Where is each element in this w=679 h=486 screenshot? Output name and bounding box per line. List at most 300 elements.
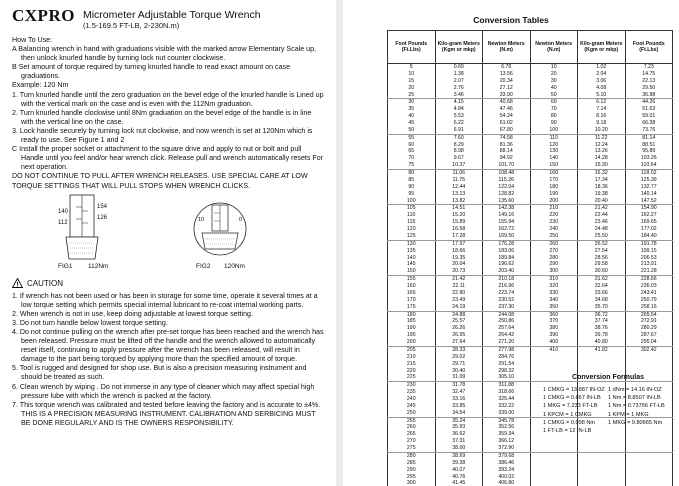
table-cell: 165 xyxy=(388,290,436,297)
table-cell: 6.22 xyxy=(435,120,483,127)
table-cell: 130 xyxy=(388,240,436,247)
table-cell xyxy=(530,460,578,467)
table-cell: 29.58 xyxy=(578,261,626,268)
table-cell: 170 xyxy=(530,177,578,184)
table-cell: 40 xyxy=(388,113,436,120)
table-cell xyxy=(625,480,673,486)
how-to-use-heading: How To Use: xyxy=(12,36,53,44)
table-cell: 244.08 xyxy=(483,311,531,318)
table-cell: 81.36 xyxy=(483,142,531,149)
table-cell: 7.14 xyxy=(578,106,626,113)
table-cell xyxy=(530,452,578,459)
pull-warning: DO NOT CONTINUE TO PULL AFTER WRENCH RELEASES. USE SPECIAL CARE AT LOW TORQUE SETTINGS THAT WILL PULL STOPS WHEN WRENCH CLICKS. xyxy=(12,172,308,190)
table-cell: 13.82 xyxy=(435,198,483,205)
table-cell: 255 xyxy=(388,417,436,424)
table-cell: 103.26 xyxy=(625,155,673,162)
table-cell: 345.78 xyxy=(483,417,531,424)
table-cell: 180 xyxy=(388,311,436,318)
formula-line: 1 CMKG = 0.098 Nm xyxy=(543,419,596,426)
table-cell: 85 xyxy=(388,177,436,184)
table-cell: 180 xyxy=(530,184,578,191)
table-cell: 190 xyxy=(530,191,578,198)
table-cell: 4.84 xyxy=(435,106,483,113)
table-cell: 221.28 xyxy=(625,268,673,275)
table-cell: 250.79 xyxy=(625,297,673,304)
table-cell xyxy=(578,452,626,459)
table-cell: 6.12 xyxy=(578,99,626,106)
table-cell: 189.84 xyxy=(483,255,531,262)
table-cell: 225 xyxy=(388,374,436,381)
table-cell: 33.66 xyxy=(578,290,626,297)
table-cell: 122.04 xyxy=(483,184,531,191)
table-cell xyxy=(578,460,626,467)
table-cell: 115 xyxy=(388,219,436,226)
table-cell: 75 xyxy=(388,162,436,169)
table-cell: 101.70 xyxy=(483,162,531,169)
table-cell xyxy=(625,445,673,452)
table-cell: 140.14 xyxy=(625,191,673,198)
table-cell: 393.24 xyxy=(483,467,531,474)
table-cell xyxy=(625,467,673,474)
table-row xyxy=(388,452,673,459)
table-cell: 310 xyxy=(530,276,578,283)
table-cell: 10 xyxy=(388,71,436,78)
manual-title: Micrometer Adjustable Torque Wrench xyxy=(82,9,261,21)
table-cell: 41.82 xyxy=(578,346,626,353)
table-row xyxy=(388,177,673,184)
table-cell: 155.94 xyxy=(483,219,531,226)
table-cell: 379.68 xyxy=(483,452,531,459)
table-cell: 360 xyxy=(530,311,578,318)
table-cell: 34.68 xyxy=(578,297,626,304)
table-cell: 140 xyxy=(388,255,436,262)
table-cell: 285 xyxy=(388,460,436,467)
table-row xyxy=(388,240,673,247)
table-row xyxy=(388,148,673,155)
table-cell: 200 xyxy=(388,339,436,346)
formula-line: 1 CMKG = 0.867 IN-LB xyxy=(543,395,601,402)
table-cell: 33.85 xyxy=(435,403,483,410)
table-cell xyxy=(625,361,673,368)
table-cell: 295.04 xyxy=(625,339,673,346)
table-cell: 44.26 xyxy=(625,99,673,106)
table-cell: 18.36 xyxy=(578,184,626,191)
table-cell: 264.42 xyxy=(483,332,531,339)
table-cell xyxy=(625,474,673,481)
table-cell: 125 xyxy=(388,233,436,240)
table-cell: 36.88 xyxy=(625,92,673,99)
table-cell: 275 xyxy=(388,445,436,452)
table-cell xyxy=(578,361,626,368)
table-cell: 284.76 xyxy=(483,354,531,361)
table-cell: 10.37 xyxy=(435,162,483,169)
table-cell: 59.01 xyxy=(625,113,673,120)
table-cell: 31.62 xyxy=(578,276,626,283)
table-cell: 23.49 xyxy=(435,297,483,304)
table-cell: 3.06 xyxy=(578,78,626,85)
table-cell: 17.97 xyxy=(435,240,483,247)
table-cell: 35.24 xyxy=(435,417,483,424)
formula-line: 1 Nm = 8.8507 IN-LB xyxy=(608,395,661,402)
table-cell: 410 xyxy=(530,346,578,353)
table-cell: 66.38 xyxy=(625,120,673,127)
table-cell: 29.50 xyxy=(625,85,673,92)
table-cell: 14.28 xyxy=(578,155,626,162)
fig2-value: 120Nm xyxy=(224,262,245,270)
table-cell: 40.07 xyxy=(435,467,483,474)
table-cell: 33.16 xyxy=(435,396,483,403)
table-cell: 0.69 xyxy=(435,64,483,71)
table-cell: 16.32 xyxy=(578,170,626,177)
table-cell: 265.54 xyxy=(625,311,673,318)
caution-item: 5. Tool is rugged and designed for shop use. But is also a precision measuring instrument and should be treated as such. xyxy=(12,364,307,382)
step-3: 3. Lock handle securely by turning lock nut clockwise, and now wrench is set at 120Nm which is ready to use. See Figure 1 and 2 xyxy=(12,126,313,145)
table-cell: 27.12 xyxy=(483,85,531,92)
table-cell: 20 xyxy=(388,85,436,92)
table-cell: 277.98 xyxy=(483,346,531,353)
table-cell: 37.31 xyxy=(435,438,483,445)
table-cell: 15 xyxy=(388,78,436,85)
table-row xyxy=(388,325,673,332)
table-cell: 130 xyxy=(530,148,578,155)
table-cell: 311.88 xyxy=(483,382,531,389)
table-cell: 135 xyxy=(388,248,436,255)
table-cell: 216.96 xyxy=(483,283,531,290)
table-cell: 11.06 xyxy=(435,170,483,177)
table-cell: 30.60 xyxy=(578,268,626,275)
table-cell: 51.63 xyxy=(625,106,673,113)
svg-text:!: ! xyxy=(16,281,19,288)
table-cell: 2.04 xyxy=(578,71,626,78)
table-cell: 120 xyxy=(388,226,436,233)
table-cell: 70 xyxy=(530,106,578,113)
table-cell xyxy=(625,460,673,467)
formulas-title: Conversion Formulas xyxy=(572,374,644,381)
table-cell xyxy=(530,438,578,445)
table-row xyxy=(388,71,673,78)
table-cell: 295 xyxy=(388,474,436,481)
table-cell xyxy=(578,354,626,361)
table-cell: 10 xyxy=(530,64,578,71)
table-cell: 24.48 xyxy=(578,226,626,233)
table-cell: 160 xyxy=(530,170,578,177)
table-row xyxy=(388,226,673,233)
table-cell: 150 xyxy=(530,162,578,169)
table-cell: 39.78 xyxy=(578,332,626,339)
how-to-use-section xyxy=(12,36,324,191)
table-cell: 47.46 xyxy=(483,106,531,113)
table-cell: 13.13 xyxy=(435,191,483,198)
column-header: Kilo-gram Meters (Kgm or mkp) xyxy=(578,31,626,64)
table-row xyxy=(388,142,673,149)
table-cell: 13.56 xyxy=(483,71,531,78)
table-cell: 81.14 xyxy=(625,134,673,141)
table-cell: 250.86 xyxy=(483,318,531,325)
table-row xyxy=(388,191,673,198)
table-row xyxy=(388,205,673,212)
table-cell: 23.46 xyxy=(578,219,626,226)
table-cell: 125.39 xyxy=(625,177,673,184)
table-cell: 169.50 xyxy=(483,233,531,240)
table-row xyxy=(388,361,673,368)
table-cell: 370 xyxy=(530,318,578,325)
fig2-zero-mark: 0 xyxy=(239,216,243,223)
table-cell: 300 xyxy=(530,268,578,275)
table-cell: 30 xyxy=(388,99,436,106)
table-cell: 20 xyxy=(530,71,578,78)
caution-item: 7. This torque wrench was calibrated and tested before leaving the factory and is accurate to ±4%. THIS IS A PRECISION MEASURING INSTRUMENT. CALIBRATION AND SERBICING MUST BE DONE REGULARLY AND IS THE OWNERS RESPONSIBILITY. xyxy=(12,400,321,427)
table-cell: 13.26 xyxy=(578,148,626,155)
table-cell: 27.54 xyxy=(578,248,626,255)
table-cell: 142.38 xyxy=(483,205,531,212)
instruction-a: A Balancing wrench in hand with graduations visible with the marked arrow Elementary Scale up, then unlock knurled handle by turning lock nut counter clockwise. xyxy=(12,45,317,63)
table-cell: 5 xyxy=(388,64,436,71)
formula-line: 1 MKG = 9.80665 Nm xyxy=(608,419,663,426)
setting-figures xyxy=(12,193,324,275)
table-cell: 140 xyxy=(530,155,578,162)
table-cell: 290 xyxy=(388,467,436,474)
table-cell: 55 xyxy=(388,134,436,141)
table-cell: 120 xyxy=(530,142,578,149)
table-row xyxy=(388,106,673,113)
fig1-label-left-2: 112 xyxy=(58,219,68,226)
table-cell: 15.89 xyxy=(435,219,483,226)
table-cell: 366.12 xyxy=(483,438,531,445)
table-cell: 290 xyxy=(530,261,578,268)
table-cell xyxy=(530,354,578,361)
table-cell: 30.40 xyxy=(435,368,483,375)
table-row xyxy=(388,248,673,255)
table-cell: 339.00 xyxy=(483,410,531,417)
table-row xyxy=(388,78,673,85)
table-cell: 154.90 xyxy=(625,205,673,212)
table-cell: 372.90 xyxy=(483,445,531,452)
table-cell: 149.16 xyxy=(483,212,531,219)
table-cell: 5.10 xyxy=(578,92,626,99)
table-row xyxy=(388,445,673,452)
table-cell: 280 xyxy=(530,255,578,262)
table-cell: 230 xyxy=(530,219,578,226)
table-cell: 162.27 xyxy=(625,212,673,219)
table-cell: 18.66 xyxy=(435,248,483,255)
table-cell: 287.67 xyxy=(625,332,673,339)
formula-line: 1 dNm = 14.16 IN-OZ xyxy=(608,387,662,393)
table-cell: 160 xyxy=(388,283,436,290)
table-cell: 302.42 xyxy=(625,346,673,353)
table-cell: 271.20 xyxy=(483,339,531,346)
table-cell: 280.29 xyxy=(625,325,673,332)
table-cell: 108.48 xyxy=(483,170,531,177)
table-cell: 22.80 xyxy=(435,290,483,297)
table-cell: 230.52 xyxy=(483,297,531,304)
table-cell: 29.71 xyxy=(435,361,483,368)
table-row xyxy=(388,261,673,268)
table-cell: 210 xyxy=(530,205,578,212)
table-row xyxy=(388,354,673,361)
table-cell: 210 xyxy=(388,354,436,361)
table-row xyxy=(388,332,673,339)
table-cell: 203.40 xyxy=(483,268,531,275)
table-cell: 22.11 xyxy=(435,283,483,290)
fig2-tick-label: 10 xyxy=(198,216,205,223)
table-cell: 100 xyxy=(530,127,578,134)
table-cell: 26.95 xyxy=(435,332,483,339)
table-cell: 230 xyxy=(388,382,436,389)
table-row xyxy=(388,198,673,205)
table-cell: 38.00 xyxy=(435,445,483,452)
table-cell: 350 xyxy=(530,304,578,311)
table-cell: 45 xyxy=(388,120,436,127)
table-cell: 37.74 xyxy=(578,318,626,325)
table-row xyxy=(388,297,673,304)
table-cell: 73.76 xyxy=(625,127,673,134)
fig1-label-right-2: 126 xyxy=(97,214,108,221)
column-header: Foot Pounds (Ft.Lbs) xyxy=(625,31,673,64)
column-header: Newton Meters (N.m) xyxy=(483,31,531,64)
table-cell: 95.89 xyxy=(625,148,673,155)
table-cell: 8.16 xyxy=(578,113,626,120)
table-cell: 205 xyxy=(388,346,436,353)
table-cell: 22.13 xyxy=(625,78,673,85)
table-cell: 94.92 xyxy=(483,155,531,162)
figure-1 xyxy=(42,193,142,275)
table-cell: 110 xyxy=(388,212,436,219)
table-cell: 21.42 xyxy=(578,205,626,212)
table-cell: 215 xyxy=(388,361,436,368)
table-cell: 220 xyxy=(530,212,578,219)
table-cell: 250 xyxy=(388,410,436,417)
conversion-title: Conversion Tables xyxy=(473,15,549,25)
table-cell xyxy=(578,445,626,452)
table-cell: 31.09 xyxy=(435,374,483,381)
table-cell: 2.07 xyxy=(435,78,483,85)
table-cell: 28.56 xyxy=(578,255,626,262)
table-cell: 88.51 xyxy=(625,142,673,149)
table-cell: 95 xyxy=(388,191,436,198)
table-cell: 24.19 xyxy=(435,304,483,311)
table-cell: 185 xyxy=(388,318,436,325)
column-header: Newton Meters (N.m) xyxy=(530,31,578,64)
table-cell: 36.72 xyxy=(578,311,626,318)
instruction-b: B Set amount of torque required by turning knurled handle to read exact amount on case graduations. xyxy=(12,63,291,81)
table-cell: 305.10 xyxy=(483,374,531,381)
table-cell xyxy=(530,474,578,481)
table-cell: 25.50 xyxy=(578,233,626,240)
table-cell: 41.45 xyxy=(435,480,483,486)
table-row xyxy=(388,212,673,219)
table-cell: 40.80 xyxy=(578,339,626,346)
table-cell: 88.14 xyxy=(483,148,531,155)
table-cell: 90 xyxy=(530,120,578,127)
table-cell: 12.44 xyxy=(435,184,483,191)
table-cell: 145 xyxy=(388,261,436,268)
table-cell: 12.24 xyxy=(578,142,626,149)
table-cell: 80 xyxy=(388,170,436,177)
table-cell: 25.57 xyxy=(435,318,483,325)
table-cell xyxy=(578,480,626,486)
table-cell: 237.30 xyxy=(483,304,531,311)
table-cell: 260 xyxy=(388,424,436,431)
table-cell xyxy=(530,445,578,452)
table-cell: 1.38 xyxy=(435,71,483,78)
table-cell: 14.75 xyxy=(625,71,673,78)
table-cell: 11.22 xyxy=(578,134,626,141)
table-cell: 30 xyxy=(530,78,578,85)
table-cell: 240 xyxy=(388,396,436,403)
table-cell: 243.41 xyxy=(625,290,673,297)
table-cell: 17.34 xyxy=(578,177,626,184)
table-cell: 8.98 xyxy=(435,148,483,155)
table-cell: 257.64 xyxy=(483,325,531,332)
table-cell: 223.74 xyxy=(483,290,531,297)
warning-triangle-icon xyxy=(12,278,23,290)
step-2: 2. Turn knurled handle clockwise until 8Nm graduation on the bevel edge of the handle is in line with the vertical line on the case. xyxy=(12,108,312,126)
table-cell: 280 xyxy=(388,452,436,459)
table-cell xyxy=(578,467,626,474)
example-label: Example: 120 Nm xyxy=(12,81,69,90)
table-cell: 25 xyxy=(388,92,436,99)
conversion-formulas xyxy=(543,374,673,435)
fig2-caption: FIG2 xyxy=(196,262,211,270)
formulas-right-column xyxy=(608,386,673,435)
table-row xyxy=(388,155,673,162)
table-cell: 74.58 xyxy=(483,134,531,141)
table-cell xyxy=(530,361,578,368)
table-cell: 7.23 xyxy=(625,64,673,71)
table-cell: 20.04 xyxy=(435,261,483,268)
table-cell: 15.30 xyxy=(578,162,626,169)
table-cell: 36.62 xyxy=(435,431,483,438)
table-row xyxy=(388,311,673,318)
table-cell: 2.76 xyxy=(435,85,483,92)
table-cell: 400.02 xyxy=(483,474,531,481)
table-cell: 332.22 xyxy=(483,403,531,410)
table-header-row xyxy=(388,31,673,64)
table-cell: 213.91 xyxy=(625,261,673,268)
table-row xyxy=(388,162,673,169)
table-cell: 40.68 xyxy=(483,99,531,106)
table-row xyxy=(388,474,673,481)
table-cell: 60 xyxy=(530,99,578,106)
caution-item: 4. Do not continue pulling on the wrench after pre-set torque has been reached and the wrench has been released. Pressure must be lifted off the handle and the wrench allowed to automatically reset itself, continuing to apply pressure after the wrench has been released, will result in damage to the part being torqued by applying more than the specified amount of torque. xyxy=(12,327,324,364)
table-row xyxy=(388,467,673,474)
table-cell: 177.02 xyxy=(625,226,673,233)
instruction-c: C Install the proper socket or attachment to the square drive and apply to nut or bolt and pull Handle until you feel and/or hear wrench click. Release pull and wrench automatically resets For next operation. xyxy=(12,145,324,172)
figure-2 xyxy=(180,193,280,275)
fig1-label-left-1: 140 xyxy=(58,208,69,215)
table-cell: 65 xyxy=(388,148,436,155)
table-cell xyxy=(578,438,626,445)
table-row xyxy=(388,120,673,127)
table-row xyxy=(388,290,673,297)
table-row xyxy=(388,346,673,353)
table-cell: 10.20 xyxy=(578,127,626,134)
caution-list xyxy=(12,292,324,428)
table-cell: 340 xyxy=(530,297,578,304)
table-cell: 386.46 xyxy=(483,460,531,467)
table-row xyxy=(388,170,673,177)
table-row xyxy=(388,219,673,226)
brand-logo: CXPRO xyxy=(12,6,75,25)
table-row xyxy=(388,233,673,240)
table-cell: 19.38 xyxy=(578,191,626,198)
table-cell xyxy=(625,452,673,459)
table-cell: 70 xyxy=(388,155,436,162)
instructions-page xyxy=(0,0,336,486)
conversion-page xyxy=(343,0,679,486)
table-cell: 35 xyxy=(388,106,436,113)
table-cell: 176.28 xyxy=(483,240,531,247)
